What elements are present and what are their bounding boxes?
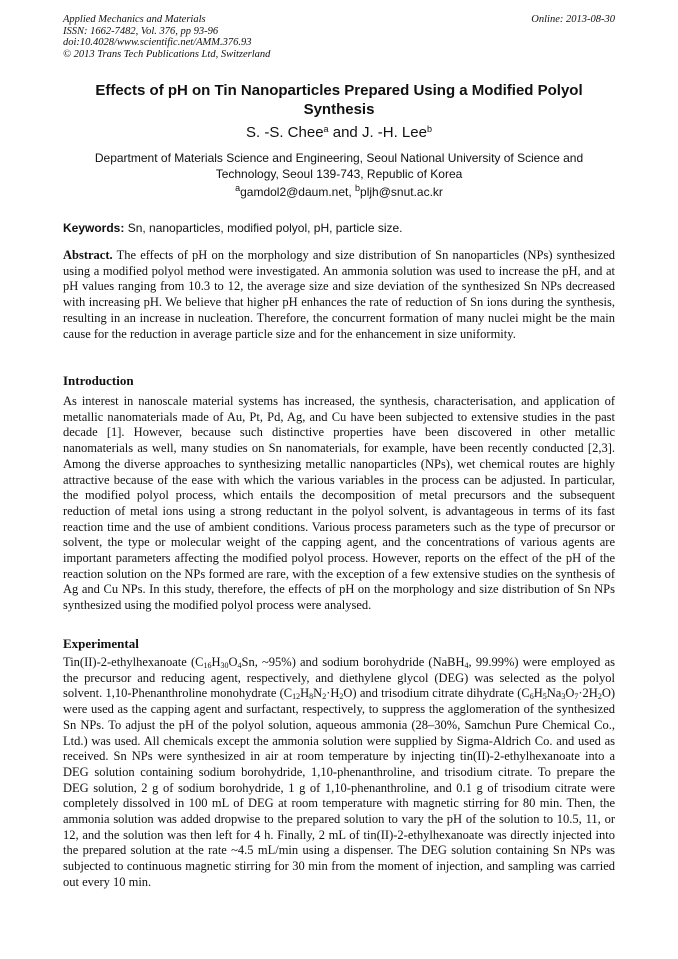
exp-sub-3: 4 xyxy=(237,661,242,670)
doi-line: doi:10.4028/www.scientific.net/AMM.376.93 xyxy=(63,37,252,48)
exp-text-14: O) were used as the capping agent and surfactant, respectively, to suppress the agglomeration of the synthesized Sn NPs. To adjust the pH of the polyol solution, aqueous ammonia (28–30%, Samchun Pure Chemical Co., Ltd.) was used. All chemicals except the ammonia solution were supplied by Sigma-Aldrich Co. and used as received. Sn NPs were synthesized in air at room temperature by injecting tin(II)-2-ethylhexanoate into a DEG solution containing sodium borohydride, 1,10-phenanthroline, and trisodium citrate. To prepare the DEG solution, 2 g of sodium borohydride, 1 g of 1,10-phenanthroline, and 0.1 g of trisodium citrate were completely dissolved in 100 mL of DEG at room temperature with magnetic stirring for 80 min. Then, the ammonia solution was added dropwise to the prepared solution to vary the pH of the solution to 10.5, 11, or 12, and the solution was then left for 4 h. Finally, 2 mL of tin(II)-2-ethylhexanoate was directly injected into the prepared solution at the rate ~4.5 mL/min using a dispenser. The DEG solution containing Sn NPs was subjected to continuous magnetic stirring for 30 min from the moment of injection, and sampling was carried out every 10 min. xyxy=(63,686,616,889)
online-date: Online: 2013-08-30 xyxy=(531,14,615,25)
introduction-text: As interest in nanoscale material systems has increased, the synthesis, characterisation, and application of metallic nanomaterials made of Au, Pt, Pd, Ag, and Cu have been subjected to extensive studies in the past decade [1]. However, because such distinctive properties have been discovered in other metallic nanomaterials as well, many studies on Sn nanomaterials, for example, have been recently conducted [2,3]. Among the diverse approaches to synthesizing metallic nanoparticles (NPs), wet chemical routes are highly attractive because of the ease with which the various variables in the process can be adjusted. In particular, the modified polyol process, which entails the decomposition of metal precursors and the subsequent reduction of metal ions using a strong reductant in the polyol solvent, is advantageous in terms of its fast reaction time and the use of ambient conditions. Various process parameters such as the type of precursor or solvent, the type or molecular weight of the capping agent, and the concentrations of various agents are important parameters affecting the modified polyol process. However, reports on the effect of the pH of the reaction solution on the NPs formed are rare, with the exception of a few extensive studies on the synthesis of Ag and Cu NPs. In this study, therefore, the effects of pH on the morphology and size distribution of Sn NPs synthesized using the modified polyol process were analysed. xyxy=(63,394,615,613)
exp-sub-12: 7 xyxy=(574,692,579,702)
exp-sub-2: 30 xyxy=(220,661,229,670)
exp-text-4: Sn, ~95%) and sodium borohydride (NaBH xyxy=(241,655,465,669)
keywords-label: Keywords: xyxy=(63,221,125,235)
email-a[interactable]: gamdol2@daum.net, xyxy=(240,185,356,199)
exp-sub-8: 2 xyxy=(339,692,344,702)
exp-text-12: O xyxy=(565,686,575,701)
exp-text-8: ·H xyxy=(326,686,340,701)
abstract-label: Abstract. xyxy=(63,248,113,262)
author-2: J. -H. Lee xyxy=(361,124,427,141)
copyright-line: © 2013 Trans Tech Publications Ltd, Switzerland xyxy=(63,48,271,60)
exp-text-1: Tin(II)-2-ethylhexanoate (C xyxy=(63,655,204,669)
exp-text-10: H xyxy=(533,686,543,701)
email-b[interactable]: pljh@snut.ac.kr xyxy=(360,185,443,199)
exp-sub-10: 5 xyxy=(542,692,547,702)
journal-name: Applied Mechanics and Materials xyxy=(63,14,206,25)
email-b-mark: b xyxy=(355,183,361,193)
exp-text-9: O) and trisodium citrate dihydrate (C xyxy=(343,686,530,701)
email-a-mark: a xyxy=(235,183,241,193)
author-2-mark: b xyxy=(426,124,432,134)
exp-sub-4: 4 xyxy=(464,661,469,670)
exp-text-3: O xyxy=(228,655,238,669)
exp-sub-6: 8 xyxy=(309,692,314,702)
exp-text-7: N xyxy=(313,686,323,701)
exp-sub-5: 12 xyxy=(292,692,301,702)
exp-text-13: ·2H xyxy=(578,686,598,701)
experimental-heading: Experimental xyxy=(63,636,139,651)
abstract xyxy=(63,248,615,342)
exp-text-6: H xyxy=(300,686,310,701)
introduction-heading: Introduction xyxy=(63,373,134,388)
author-1: S. -S. Chee xyxy=(246,124,324,141)
author-list xyxy=(63,124,615,141)
exp-sub-9: 6 xyxy=(529,692,534,702)
paper-title: Effects of pH on Tin Nanoparticles Prepared Using a Modified Polyol Synthesis xyxy=(95,82,583,118)
exp-sub-1: 16 xyxy=(203,661,212,670)
affiliation: Department of Materials Science and Engineering, Seoul National University of Science and Technology, Seoul 139-743, Republic of Korea xyxy=(94,151,584,181)
exp-sub-11: 3 xyxy=(561,692,566,702)
keywords-text: Sn, nanoparticles, modified polyol, pH, particle size. xyxy=(124,221,403,235)
abstract-text: The effects of pH on the morphology and size distribution of Sn nanoparticles (NPs) synthesized using a modified polyol method were investigated. An ammonia solution was used to increase the pH, and at pH values ranging from 10.3 to 12, the average size and size deviation of the synthesized Sn NPs decreased with increasing pH. We believe that higher pH enhances the rate of reduction of Sn ions during the synthesis, resulting in an increase in nucleation. Therefore, the concurrent formation of many nuclei might be the main cause for the reduction in average particle size and for the enhancement in size uniformity. xyxy=(63,248,615,341)
author-1-mark: a xyxy=(323,124,329,134)
exp-sub-7: 2 xyxy=(322,692,327,702)
issn-line: ISSN: 1662-7482, Vol. 376, pp 93-96 xyxy=(63,25,219,37)
exp-text-11: Na xyxy=(546,686,562,701)
exp-text-5: , 99.99%) were employed as the precursor and reducing agent, respectively, and diethylene glycol (DEG) was selected as the polyol solvent. 1,10-Phenanthroline monohydrate (C xyxy=(63,655,615,701)
author-emails xyxy=(63,185,615,199)
keywords xyxy=(63,221,615,235)
exp-sub-13: 2 xyxy=(597,692,602,702)
author-and: and xyxy=(328,124,362,141)
journal-header xyxy=(63,14,615,60)
experimental-text xyxy=(63,655,615,891)
exp-text-2: H xyxy=(211,655,221,669)
